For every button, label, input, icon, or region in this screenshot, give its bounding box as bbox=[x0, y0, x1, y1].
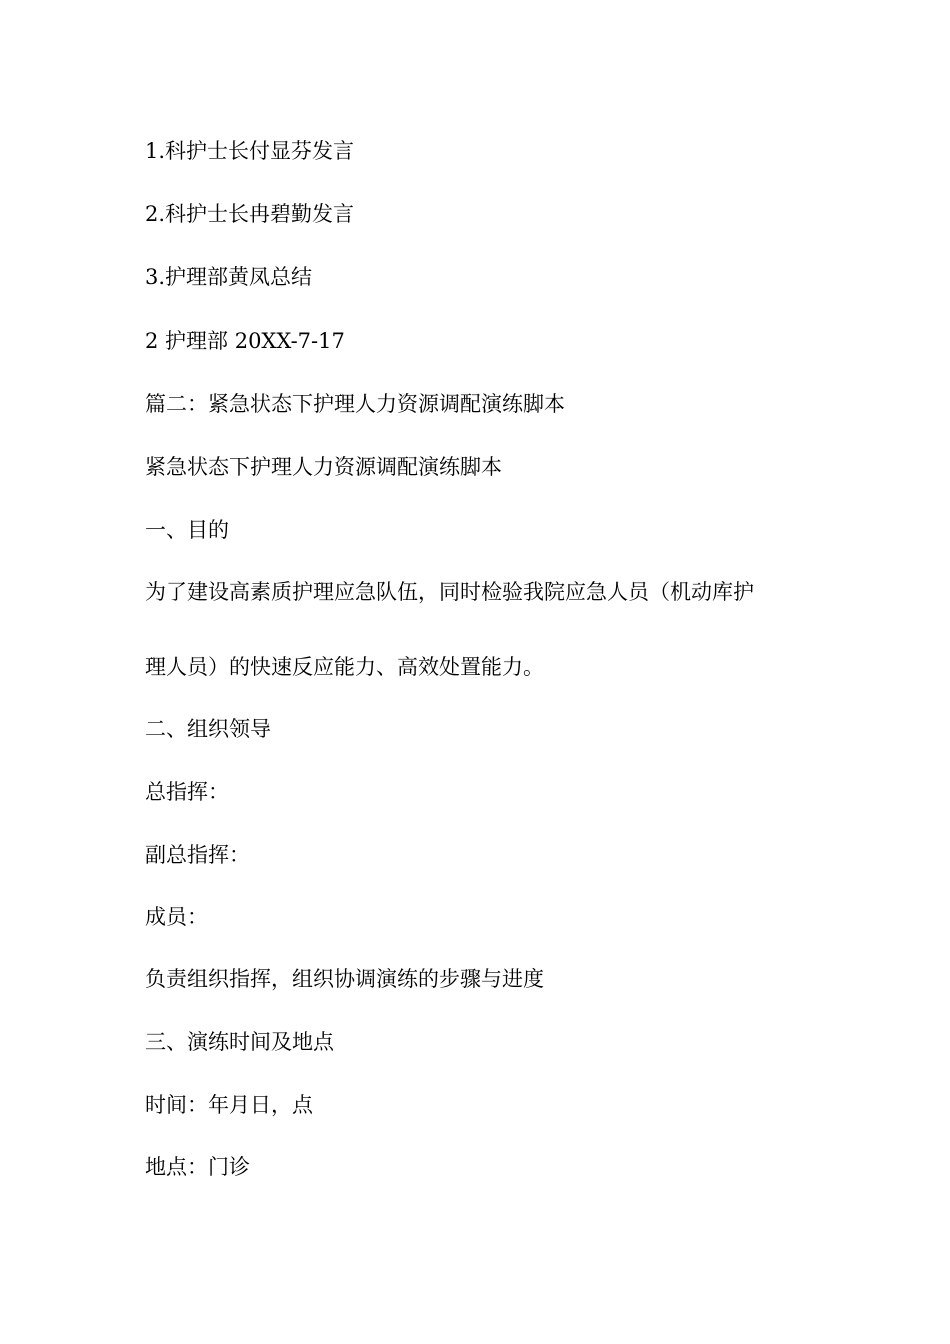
speech-item-2: 2.科护士长冉碧勤发言 bbox=[145, 202, 355, 226]
signature-date-line: 2 护理部 20XX-7-17 bbox=[145, 329, 345, 353]
section-heading-organization: 二、组织领导 bbox=[145, 717, 271, 741]
speech-item-1: 1.科护士长付显芬发言 bbox=[145, 139, 355, 163]
purpose-text-line-1: 为了建设高素质护理应急队伍，同时检验我院应急人员（机动库护 bbox=[145, 580, 754, 604]
chapter-heading: 篇二：紧急状态下护理人力资源调配演练脚本 bbox=[145, 392, 565, 416]
members-label: 成员： bbox=[145, 905, 208, 929]
section-heading-time-place: 三、演练时间及地点 bbox=[145, 1030, 334, 1054]
document-title: 紧急状态下护理人力资源调配演练脚本 bbox=[145, 455, 502, 479]
responsibility-text: 负责组织指挥，组织协调演练的步骤与进度 bbox=[145, 967, 544, 991]
location-line: 地点：门诊 bbox=[145, 1155, 250, 1179]
speech-item-3: 3.护理部黄凤总结 bbox=[145, 265, 313, 289]
time-line: 时间：年月日，点 bbox=[145, 1093, 313, 1117]
commander-label: 总指挥： bbox=[145, 780, 229, 804]
section-heading-purpose: 一、目的 bbox=[145, 518, 229, 542]
purpose-text-line-2: 理人员）的快速反应能力、高效处置能力。 bbox=[145, 655, 544, 679]
deputy-commander-label: 副总指挥： bbox=[145, 843, 250, 867]
